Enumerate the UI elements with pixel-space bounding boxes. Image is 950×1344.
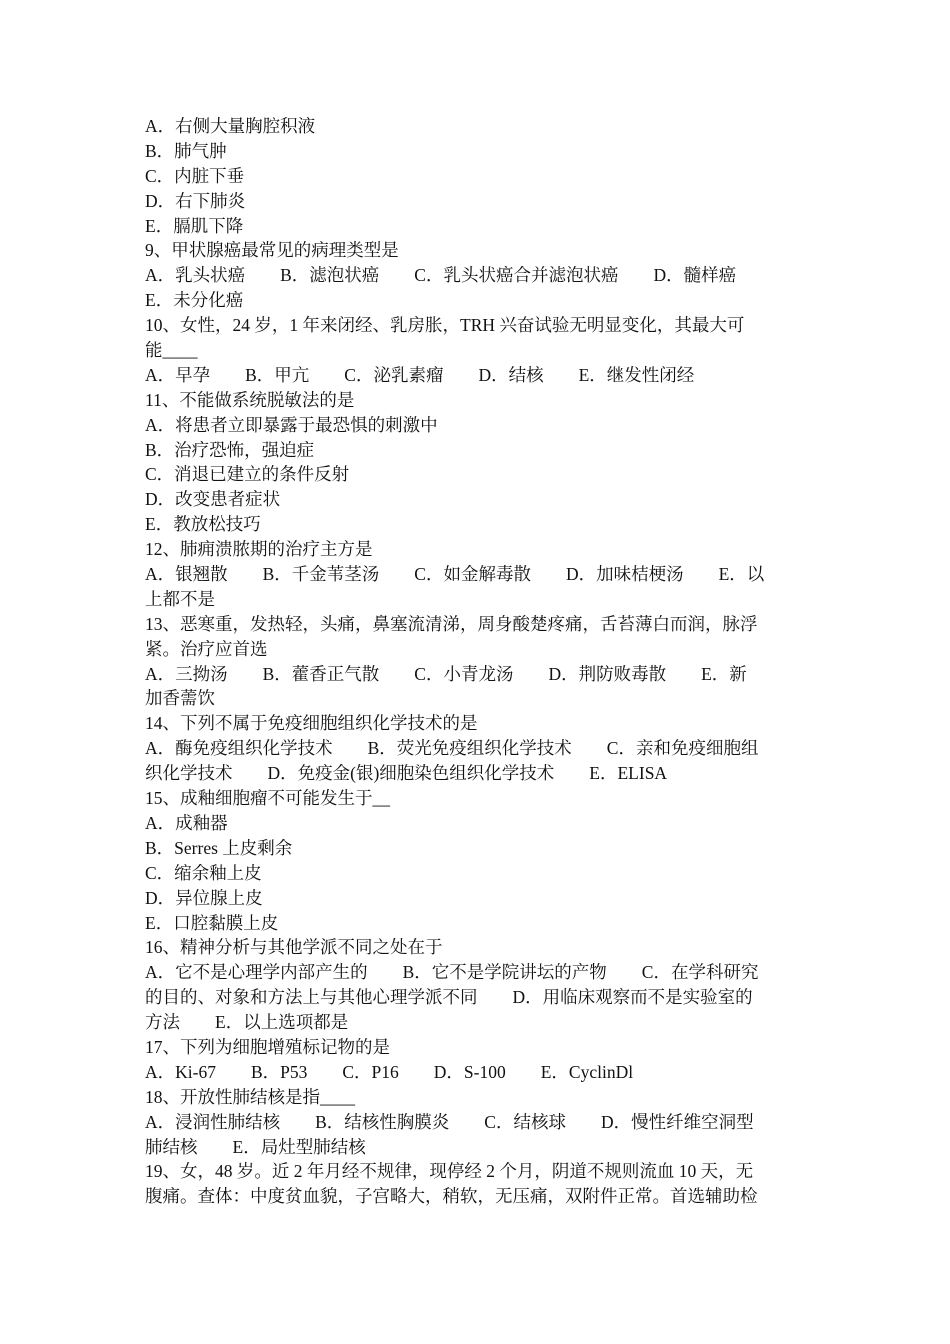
text-line: 能____ <box>145 340 198 361</box>
text-line: E．教放松技巧 <box>145 514 261 535</box>
text-line: B．肺气肿 <box>145 140 227 161</box>
text-line: C．消退已建立的条件反射 <box>145 464 350 485</box>
text-line: E．未分化癌 <box>145 290 244 311</box>
text-line: D．右下肺炎 <box>145 190 246 211</box>
text-line: B．Serres 上皮剩余 <box>145 837 293 858</box>
text-line: A．三拗汤 B．藿香正气散 C．小青龙汤 D．荆防败毒散 E．新 <box>145 663 747 684</box>
text-line: D．异位腺上皮 <box>145 887 263 908</box>
text-line: 13、恶寒重，发热轻，头痛，鼻塞流清涕，周身酸楚疼痛，舌苔薄白而润，脉浮 <box>145 613 758 634</box>
text-line: C．内脏下垂 <box>145 165 245 186</box>
text-line: 加香薷饮 <box>145 688 215 709</box>
text-line: E．口腔黏膜上皮 <box>145 912 279 933</box>
text-line: 的目的、对象和方法上与其他心理学派不同 D．用临床观察而不是实验室的 <box>145 987 753 1008</box>
text-line: 17、下列为细胞增殖标记物的是 <box>145 1036 390 1057</box>
text-line: 织化学技术 D．免疫金(银)细胞染色组织化学技术 E．ELISA <box>145 763 668 784</box>
text-line: A．银翘散 B．千金苇茎汤 C．如金解毒散 D．加味桔梗汤 E．以 <box>145 564 765 585</box>
text-line: 11、不能做系统脱敏法的是 <box>145 389 355 410</box>
text-line: 18、开放性肺结核是指____ <box>145 1086 355 1107</box>
text-line: B．治疗恐怖，强迫症 <box>145 439 315 460</box>
text-line: 19、女，48 岁。近 2 年月经不规律，现停经 2 个月，阴道不规则流血 10 天，无 <box>145 1161 754 1182</box>
text-line: E．膈肌下降 <box>145 215 244 236</box>
text-line: 肺结核 E．局灶型肺结核 <box>145 1136 366 1157</box>
text-line: A．早孕 B．甲亢 C．泌乳素瘤 D．结核 E．继发性闭经 <box>145 364 695 385</box>
text-line: A．它不是心理学内部产生的 B．它不是学院讲坛的产物 C．在学科研究 <box>145 962 759 983</box>
text-line: 紧。治疗应首选 <box>145 638 268 659</box>
text-line: A．酶免疫组织化学技术 B．荧光免疫组织化学技术 C．亲和免疫细胞组 <box>145 738 759 759</box>
text-line: A．浸润性肺结核 B．结核性胸膜炎 C．结核球 D．慢性纤维空洞型 <box>145 1111 754 1132</box>
text-line: C．缩余釉上皮 <box>145 862 262 883</box>
text-line: 方法 E．以上选项都是 <box>145 1012 349 1033</box>
text-line: A．将患者立即暴露于最恐惧的刺激中 <box>145 414 438 435</box>
document-page <box>145 114 810 1209</box>
text-line: 15、成釉细胞瘤不可能发生于__ <box>145 788 390 809</box>
text-line: D．改变患者症状 <box>145 489 281 510</box>
text-line: 14、下列不属于免疫细胞组织化学技术的是 <box>145 713 478 734</box>
text-line: A．右侧大量胸腔积液 <box>145 116 316 136</box>
text-line: 16、精神分析与其他学派不同之处在于 <box>145 937 443 958</box>
text-line: 9、甲状腺癌最常见的病理类型是 <box>145 240 399 261</box>
text-line: A．乳头状癌 B．滤泡状癌 C．乳头状癌合并滤泡状癌 D．髓样癌 <box>145 265 737 286</box>
text-line: 上都不是 <box>145 588 215 609</box>
text-line: 10、女性，24 岁，1 年来闭经、乳房胀，TRH 兴奋试验无明显变化，其最大可 <box>145 315 745 336</box>
text-line: A．成釉器 <box>145 812 228 833</box>
text-line: 腹痛。查体：中度贫血貌，子宫略大，稍软，无压痛，双附件正常。首选辅助检 <box>145 1186 758 1207</box>
text-line: A．Ki-67 B．P53 C．P16 D．S-100 E．CyclinDl <box>145 1061 634 1082</box>
text-line: 12、肺痈溃脓期的治疗主方是 <box>145 539 373 560</box>
